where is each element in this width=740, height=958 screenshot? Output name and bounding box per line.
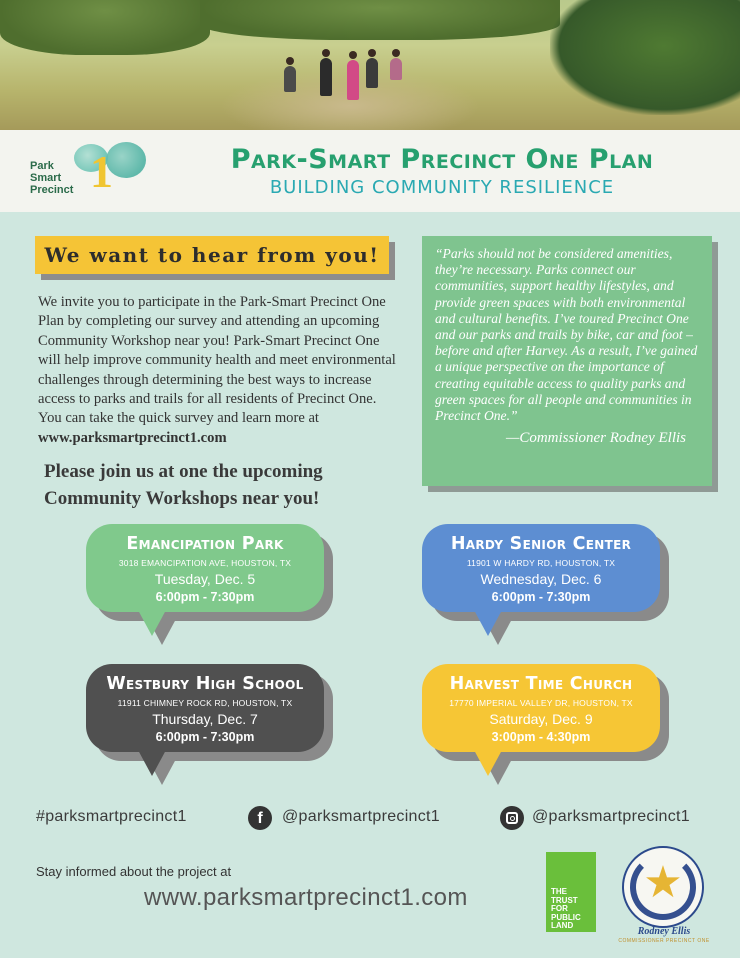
walker	[366, 58, 378, 88]
bubble-tail	[474, 750, 502, 776]
tree-line	[200, 0, 560, 40]
workshop-time: 6:00pm - 7:30pm	[491, 590, 591, 604]
trust-for-public-land-logo: THE TRUST FOR PUBLIC LAND	[546, 852, 596, 932]
walker	[320, 58, 332, 96]
join-heading: Please join us at one the upcoming Community Workshops near you!	[44, 461, 323, 509]
workshop-address: 11901 W HARDY RD, HOUSTON, TX	[466, 558, 616, 568]
bubble-tail	[138, 750, 166, 776]
bubble-tail	[474, 610, 502, 636]
walker	[347, 60, 359, 100]
logo-line: Smart	[30, 172, 62, 184]
workshop-bubble	[86, 524, 324, 612]
seal-name: Rodney Ellis	[637, 926, 691, 937]
quote-attribution: —Commissioner Rodney Ellis	[506, 430, 686, 447]
workshop-bubble	[422, 664, 660, 752]
commissioner-quote	[422, 236, 712, 486]
footer-url[interactable]: www.parksmartprecinct1.com	[144, 884, 468, 911]
workshop-name: Hardy Senior Center	[450, 534, 632, 554]
workshop-name: Harvest Time Church	[449, 674, 633, 694]
page-subtitle: BUILDING COMMUNITY RESILIENCE	[269, 177, 615, 198]
workshop-address: 3018 EMANCIPATION AVE, HOUSTON, TX	[118, 558, 292, 568]
logo-line: Precinct	[30, 184, 74, 196]
hashtag: #parksmartprecinct1	[36, 808, 187, 825]
workshop-time: 3:00pm - 4:30pm	[491, 730, 591, 744]
intro-paragraph	[38, 293, 398, 448]
seal-subtitle: COMMISSIONER PRECINCT ONE	[618, 938, 710, 944]
intro-link[interactable]: www.parksmartprecinct1.com	[38, 429, 227, 446]
walker	[284, 66, 296, 92]
workshop-day: Tuesday, Dec. 5	[154, 571, 256, 587]
harris-county-seal	[614, 846, 714, 946]
hear-banner: We want to hear from you!	[35, 236, 389, 274]
quote-text: “Parks should not be considered amenities, they’re necessary. Parks connect our communities, support healthy lifestyles, and provide green spaces with both environmental and cultural benefits. I’ve toured Precinct One and our parks and trails by bike, car and foot – before and after Harvey. As a result, I’ve gained a unique perspective on the importance of creating equitable access to quality parks and green spaces for all people and communities in Precinct One.”	[435, 246, 698, 424]
intro-text: We invite you to participate in the Park-Smart Precinct One Plan by completing our survey and attending an upcoming Community Workshop near you! Park-Smart Precinct One will help improve community health and meet environmental challenges through determining the best ways to increase access to parks and trails for all residents of Precinct One. You can take the quick survey and learn more at	[38, 294, 396, 427]
facebook-icon[interactable]: f	[248, 806, 272, 830]
workshop-address: 11911 CHIMNEY ROCK RD, HOUSTON, TX	[117, 698, 293, 708]
workshop-time: 6:00pm - 7:30pm	[155, 730, 255, 744]
workshop-name: Westbury High School	[106, 674, 304, 694]
instagram-handle[interactable]: @parksmartprecinct1	[532, 808, 690, 825]
tree-line	[0, 0, 210, 55]
logo-numeral: 1	[90, 146, 113, 197]
instagram-icon[interactable]	[500, 806, 524, 830]
hero-photo	[0, 0, 740, 130]
logo-line: Park	[30, 160, 54, 172]
workshop-time: 6:00pm - 7:30pm	[155, 590, 255, 604]
stay-informed-text: Stay informed about the project at	[36, 864, 232, 879]
walker	[390, 58, 402, 80]
workshop-address: 17770 IMPERIAL VALLEY DR, HOUSTON, TX	[449, 698, 633, 708]
workshop-bubble	[86, 664, 324, 752]
logo-text	[30, 160, 73, 196]
park-smart-logo	[30, 140, 150, 202]
workshop-name: Emancipation Park	[126, 534, 284, 554]
large-tree	[550, 0, 740, 115]
workshop-day: Saturday, Dec. 9	[489, 711, 593, 727]
workshop-day: Thursday, Dec. 7	[152, 711, 258, 727]
facebook-handle[interactable]: @parksmartprecinct1	[282, 808, 440, 825]
star-icon: ★	[643, 858, 683, 907]
workshop-bubble	[422, 524, 660, 612]
bubble-tail	[138, 610, 166, 636]
workshop-day: Wednesday, Dec. 6	[480, 571, 602, 587]
page-title: Park-Smart Precinct One Plan	[230, 144, 654, 175]
